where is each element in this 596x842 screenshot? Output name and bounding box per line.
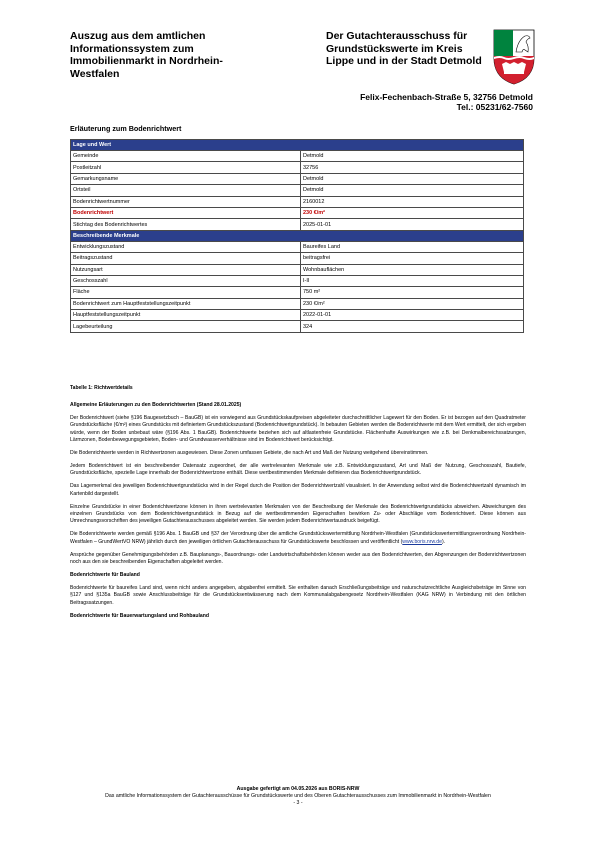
table-row [71, 264, 524, 275]
table-row [71, 321, 524, 332]
table-row [71, 287, 524, 298]
paragraph-text: Die Bodenrichtwerte werden gemäß §196 Abs. 1 BauGB und §37 der Verordnung über die amtliche Grundstückswertermittlung Nordrhein-Westfalen (Grundstückswertermittlungsverordnung Nordrhein-Westfalen – GrundWertVO NRW) jährlich durch den jeweiligen örtlichen Gutachterausschuss für Grundstückswerte beschlossen und veröffentlicht ( [70, 531, 526, 545]
table-section-header-label: Beschreibende Merkmale [71, 230, 524, 241]
table-cell-value: Detmold [301, 173, 524, 184]
body-text [70, 402, 526, 625]
table-cell-label: Geschosszahl [71, 275, 301, 286]
table-row [71, 241, 524, 252]
table-cell-label: Stichtag des Bodenrichtwertes [71, 219, 301, 230]
footer-date: Ausgabe gefertigt am 04.05.2026 aus BORIS-NRW [236, 786, 360, 792]
table-cell-value: 230 €/m² [301, 207, 524, 218]
header-right-title: Der Gutachterausschuss für Grundstückswerte im Kreis Lippe und in der Stadt Detmold [326, 30, 482, 67]
table-cell-value: Detmold [301, 185, 524, 196]
table-cell-value: 324 [301, 321, 524, 332]
table-cell-value: beitragsfrei [301, 253, 524, 264]
table-cell-label: Beitragszustand [71, 253, 301, 264]
table-row [71, 219, 524, 230]
footer-system: Das amtliche Informationssystem der Gutachterausschüsse für Grundstückswerte und des Oberen Gutachterausschusses zum Immobilienmarkt in Nordrhein-Westfalen [105, 793, 491, 799]
table-cell-label: Gemeinde [71, 151, 301, 162]
paragraph: Ansprüche gegenüber Genehmigungsbehörden z.B. Bauplanungs-, Bauordnungs- oder Landwirtschaftsbehörden können weder aus den Bodenrichtwerten, den Abgrenzungen der Bodenrichtwertzonen noch aus den sie beschreibenden Eigenschaften abgeleitet werden. [70, 551, 526, 565]
table-cell-value: 750 m² [301, 287, 524, 298]
table-cell-label: Nutzungsart [71, 264, 301, 275]
table-cell-label: Bodenrichtwert zum Hauptfeststellungszeitpunkt [71, 298, 301, 309]
table-cell-value: 2160012 [301, 196, 524, 207]
table-cell-label: Fläche [71, 287, 301, 298]
table-row [71, 185, 524, 196]
page-number: - 3 - [293, 800, 303, 806]
contact-address [360, 92, 533, 112]
table-cell-label: Gemarkungsname [71, 173, 301, 184]
table-cell-value: Wohnbauflächen [301, 264, 524, 275]
table-row [71, 207, 524, 218]
table-row [71, 173, 524, 184]
richtwert-table [70, 139, 524, 333]
table-cell-value: Baureifes Land [301, 241, 524, 252]
table-cell-value: I-II [301, 275, 524, 286]
paragraph-heading: Allgemeine Erläuterungen zu den Bodenrichtwerten (Stand 28.01.2025) [70, 402, 242, 408]
paragraph-heading: Bodenrichtwerte für Bauerwartungsland und Rohbauland [70, 612, 209, 619]
header-left-title: Auszug aus dem amtlichen Informationssystem zum Immobilienmarkt in Nordrhein-Westfalen [70, 30, 223, 80]
table-row [71, 253, 524, 264]
table-cell-value: 2022-01-01 [301, 310, 524, 321]
table-section-header-label: Lage und Wert [71, 140, 524, 151]
table-row [71, 151, 524, 162]
paragraph: Jedem Bodenrichtwert ist ein beschreibender Datensatz zugeordnet, der alle wertrelevanten Merkmale wie z.B. Entwicklungszustand, Art und Maß der Nutzung, Geschosszahl, Bautiefe, Grundstücksfläche, spezielle Lage innerhalb der Bodenrichtwertzone enthält. Diese wertbestimmenden Merkmale definieren das Bodenrichtwertgrundstück. [70, 462, 526, 477]
paragraph: Der Bodenrichtwert (siehe §196 Baugesetzbuch – BauGB) ist ein vorwiegend aus Grundstückskaufpreisen abgeleiteter durchschnittlicher Lagewert für den Boden. Er ist bezogen auf den Quadratmeter Grundstücksfläche (€/m²) eines Grundstücks mit definiertem Grundstückszustand (Bodenrichtwertgrundstück). In bebauten Gebieten werden die Bodenrichtwerte mit dem Wert ermittelt, der sich ergeben würde, wenn der Boden unbebaut wäre (§196 Abs. 1 BauGB). Bodenrichtwerte beziehen sich auf altlastenfreie Grundstücke. Flächenhafte Auswirkungen wie z.B. bei Denkmalbereichssatzungen, Lärmzonen, Bodenbewegungsgebieten, Boden- und Grundwasserverhältnisse sind im Bodenrichtwert berücksichtigt. [70, 414, 526, 444]
table-cell-value: Detmold [301, 151, 524, 162]
address-phone: Tel.: 05231/62-7560 [456, 102, 533, 112]
table-cell-label: Entwicklungszustand [71, 241, 301, 252]
nrw-coat-of-arms-icon [492, 28, 536, 86]
paragraph: Das Lagemerkmal des jeweiligen Bodenrichtwertgrundstücks wird in der Regel durch die Position der Bodenrichtwertzahl visualisiert. In der Anwendung selbst wird die Bodenrichtwertzahl dynamisch im Kartenbild dargestellt. [70, 483, 526, 497]
boris-link[interactable]: www.boris.nrw.de [402, 538, 442, 545]
paragraph-text: ). [441, 538, 446, 545]
table-row [71, 298, 524, 309]
table-cell-value: 230 €/m² [301, 298, 524, 309]
table-cell-value: 2025-01-01 [301, 219, 524, 230]
table-cell-label: Hauptfeststellungszeitpunkt [71, 310, 301, 321]
table-cell-label: Bodenrichtwert [71, 207, 301, 218]
table-cell-label: Postleitzahl [71, 162, 301, 173]
table-row [71, 196, 524, 207]
paragraph-heading: Bodenrichtwerte für Bauland [70, 571, 140, 578]
address-street: Felix-Fechenbach-Straße 5, 32756 Detmold [360, 92, 533, 102]
table-row [71, 275, 524, 286]
paragraph: Die Bodenrichtwerte werden in Richtwertzonen ausgewiesen. Diese Zonen umfassen Gebiete, die nach Art und Maß der Nutzung weitgehend übereinstimmen. [70, 450, 429, 457]
table-row [71, 162, 524, 173]
table-row [71, 310, 524, 321]
table-section-header [71, 140, 524, 151]
table-cell-label: Ortsteil [71, 185, 301, 196]
paragraph [70, 531, 526, 546]
paragraph: Bodenrichtwerte für baureifes Land sind, wenn nicht anders angegeben, abgabenfrei ermittelt. Sie enthalten danach Erschließungsbeiträge und naturschutzrechtliche Ausgleichsbeträge im Sinne von §127 und §135a BauGB sowie Anschlussbeiträge für die Grundstücksentwässerung nach dem Kommunalabgabengesetz Nordrhein-Westfalen (KAG NRW) in Verbindung mit den örtlichen Beitragssatzungen. [70, 584, 526, 606]
footer [70, 786, 526, 807]
table-cell-value: 32756 [301, 162, 524, 173]
table-cell-label: Lagebeurteilung [71, 321, 301, 332]
table-section-header [71, 230, 524, 241]
section-title: Erläuterung zum Bodenrichtwert [70, 124, 182, 133]
table-caption: Tabelle 1: Richtwertdetails [70, 385, 133, 391]
paragraph: Einzelne Grundstücke in einer Bodenrichtwertzone können in ihren wertrelevanten Merkmalen von der Beschreibung der Merkmale des Bodenrichtwertgrundstücks abweichen. Abweichungen des einzelnen Grundstücks von dem Bodenrichtwertgrundstück in Bezug auf die wertbestimmenden Eigenschaften bewirken Zu- oder Abschläge vom Bodenrichtwert. Diese können aus Umrechnungsvorschriften des jeweiligen Gutachterausschusses abgeleitet werden. Sie werden jedem Bodenrichtwertausdruck beigefügt. [70, 503, 526, 525]
table-cell-label: Bodenrichtwertnummer [71, 196, 301, 207]
